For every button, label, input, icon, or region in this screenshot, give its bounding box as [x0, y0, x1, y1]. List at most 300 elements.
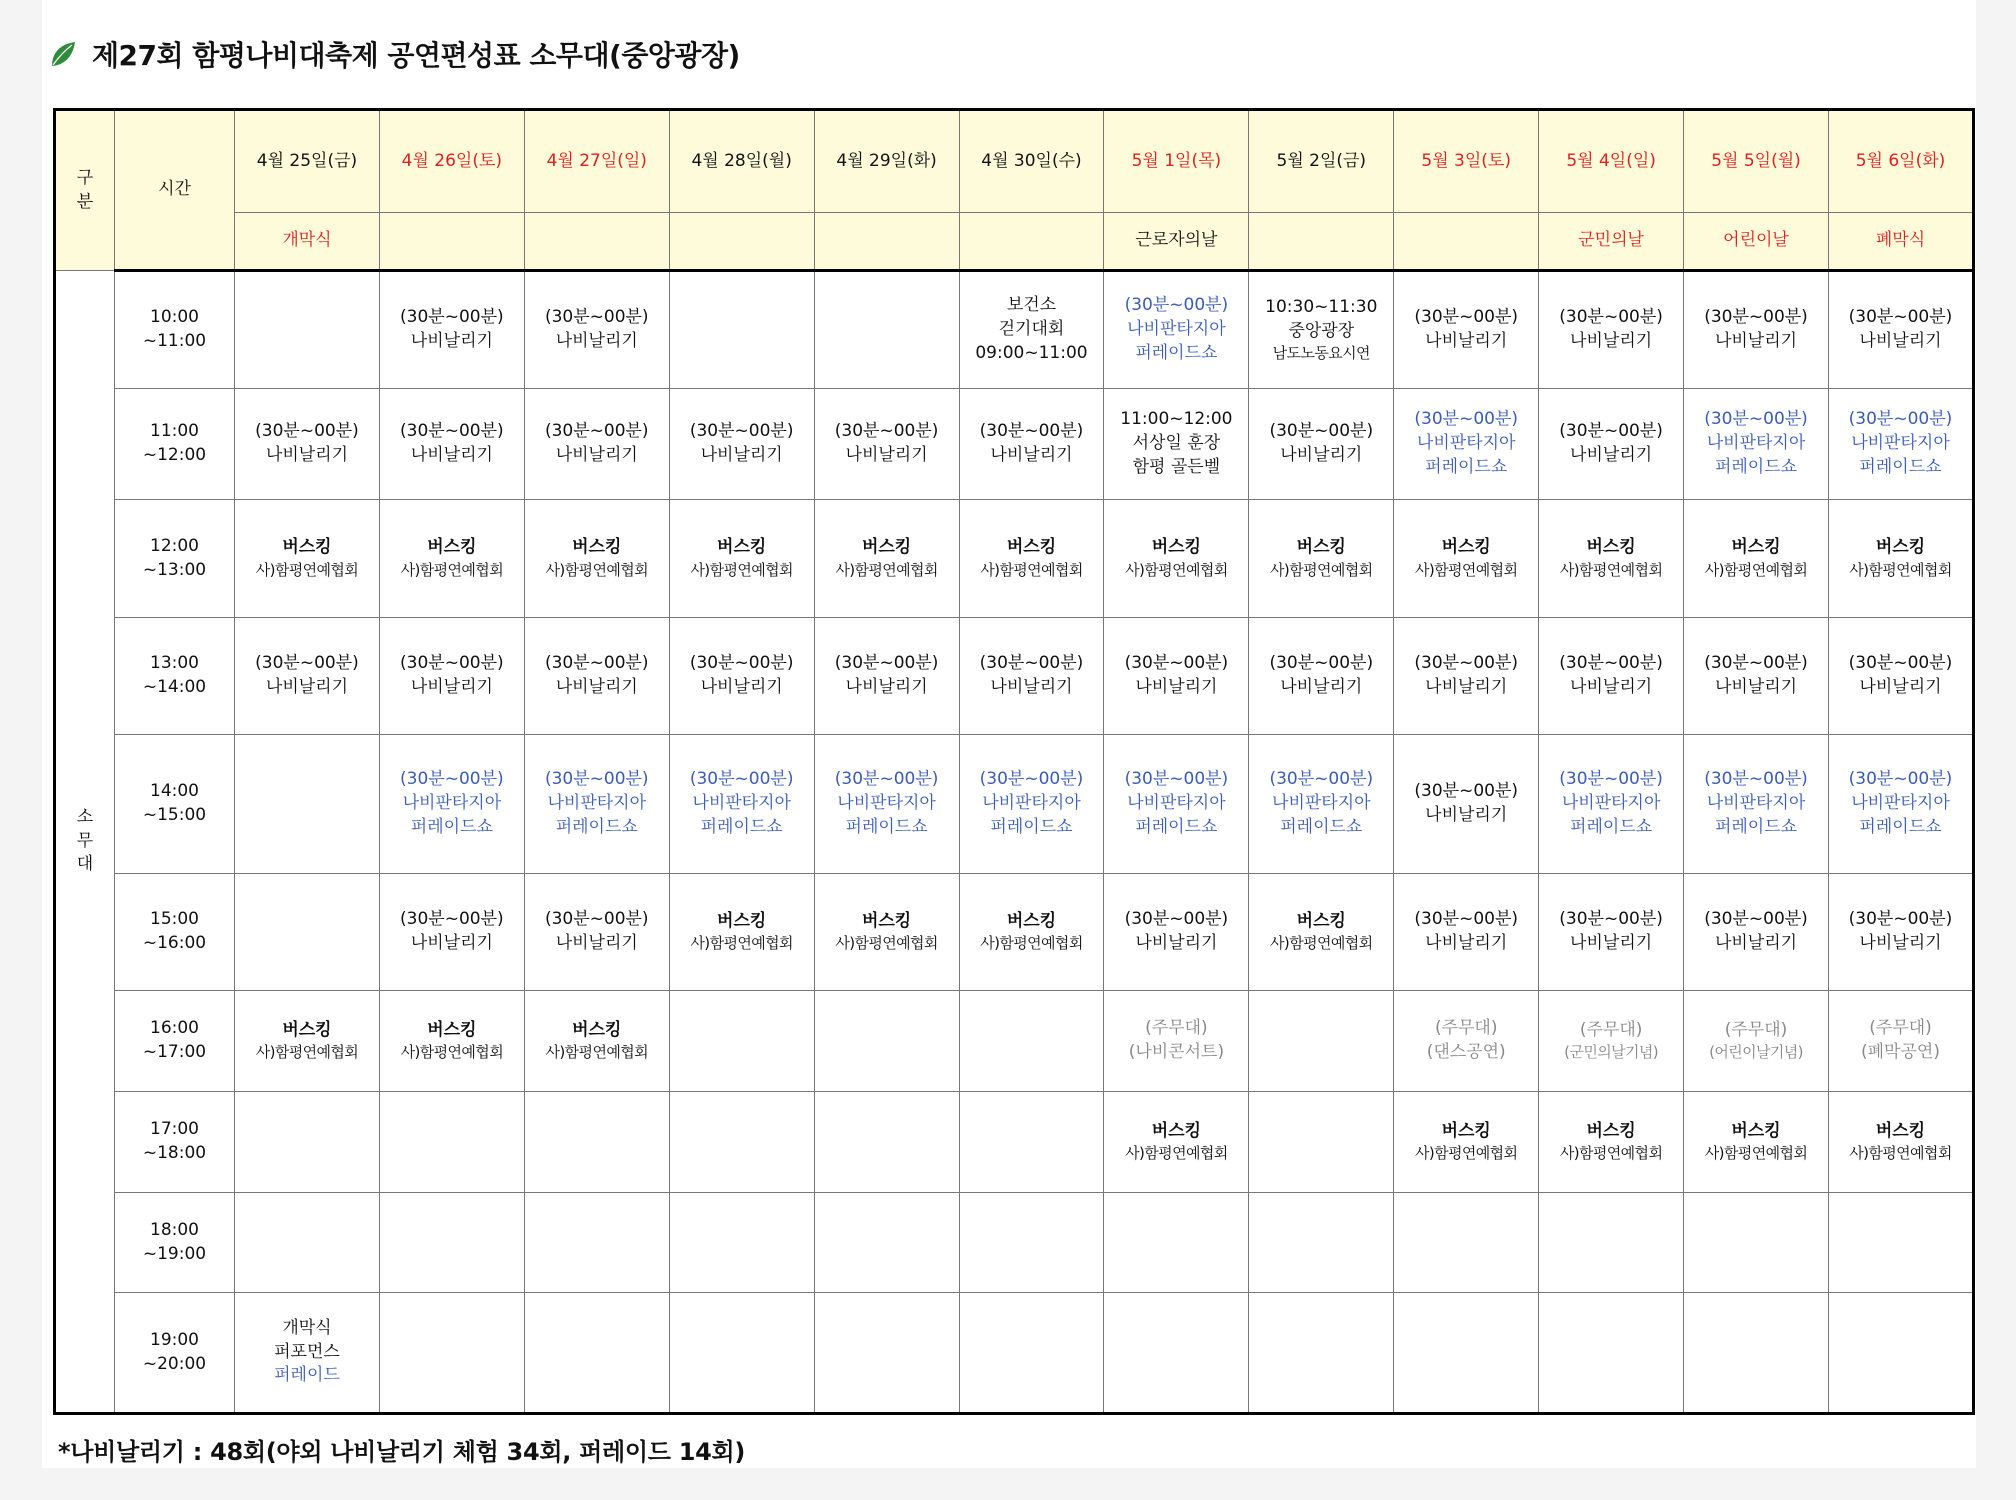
event-cell: [1539, 874, 1684, 991]
event-text: 나비날리기: [1859, 331, 1942, 351]
event-text: 나비판타지아: [547, 793, 647, 814]
event-text: 퍼레이드쇼: [1135, 816, 1218, 837]
event-text: (30분~00분): [544, 769, 649, 790]
event-text: 나비날리기: [990, 445, 1073, 465]
event-text: 사)함평연예협회: [255, 1043, 359, 1062]
event-cell: [1249, 991, 1394, 1092]
event-text: 사)함평연예협회: [400, 1043, 504, 1062]
event-cell: [1104, 389, 1249, 500]
event-cell: [524, 1193, 669, 1293]
event-cell: [1249, 1193, 1394, 1293]
event-text: (30분~00분): [255, 421, 359, 442]
event-text: 사)함평연예협회: [1704, 1144, 1808, 1163]
event-cell: [1104, 618, 1249, 735]
time-text: ~12:00: [142, 445, 207, 465]
event-text: (30분~00분): [689, 769, 794, 790]
event-text: 버스킹: [1006, 537, 1057, 558]
time-slot-row: [55, 1193, 1974, 1293]
time-cell: [115, 500, 235, 618]
event-text: (30분~00분): [544, 909, 649, 930]
day-header: 5월 1일(목): [1104, 110, 1249, 213]
title-row: [48, 32, 740, 76]
event-cell: [379, 271, 524, 389]
event-cell: [669, 271, 814, 389]
event-text: 나비날리기: [1570, 677, 1653, 697]
header-note-row: [55, 213, 1974, 271]
event-cell: [669, 874, 814, 991]
day-note: 근로자의날: [1104, 213, 1249, 271]
event-cell: [1249, 1293, 1394, 1414]
day-note: [1394, 213, 1539, 271]
event-text: 나비판타지아: [1127, 793, 1226, 814]
event-text: (30분~00분): [1414, 409, 1519, 430]
event-text: 나비날리기: [1280, 445, 1363, 465]
event-text: 나비판타지아: [1272, 793, 1371, 814]
event-text: 버스킹: [1875, 1120, 1926, 1141]
time-text: 13:00: [150, 653, 199, 674]
event-text: 퍼레이드쇼: [1714, 456, 1798, 477]
event-cell: [379, 1193, 524, 1293]
day-note: [1249, 213, 1394, 271]
event-text: 서상일 훈장: [1132, 433, 1221, 454]
event-cell: [1394, 271, 1539, 389]
category-label: 구 분: [76, 167, 94, 212]
event-cell: [669, 1092, 814, 1193]
event-text: 걷기대회: [998, 319, 1065, 340]
event-text: 퍼포먼스: [274, 1341, 340, 1362]
event-text: 퍼레이드쇼: [845, 816, 928, 837]
event-cell: [959, 1193, 1104, 1293]
time-slot-row: [55, 389, 1974, 500]
event-cell: [669, 389, 814, 500]
time-text: ~18:00: [142, 1143, 207, 1163]
event-cell: [1394, 500, 1539, 618]
event-text: (주무대): [1434, 1018, 1498, 1039]
day-header: 4월 25일(금): [235, 110, 380, 213]
event-text: 사)함평연예협회: [980, 934, 1083, 953]
event-text: (주무대): [1869, 1018, 1932, 1039]
event-text: 나비날리기: [555, 331, 638, 351]
event-cell: [1104, 500, 1249, 618]
time-text: 12:00: [150, 535, 199, 556]
event-text: 나비날리기: [1425, 805, 1508, 825]
event-cell: [959, 735, 1104, 874]
stage-label-text: 소 무 대: [76, 806, 94, 875]
event-text: 나비날리기: [1570, 331, 1653, 351]
event-cell: [1104, 271, 1249, 389]
event-text: 나비날리기: [1859, 677, 1942, 697]
event-cell: [814, 991, 959, 1092]
event-cell: [235, 271, 380, 389]
event-cell: [959, 500, 1104, 618]
event-cell: [1539, 271, 1684, 389]
event-text: 보건소: [1006, 295, 1057, 316]
time-slot-row: [55, 991, 1974, 1092]
event-text: 나비날리기: [1714, 677, 1798, 697]
event-text: 사)함평연예협회: [1849, 560, 1952, 579]
event-text: (나비콘서트): [1128, 1042, 1225, 1062]
event-text: 버스킹: [1875, 537, 1926, 558]
event-text: 버스킹: [427, 1019, 477, 1040]
event-text: 나비판타지아: [402, 793, 502, 814]
event-cell: [1828, 991, 1973, 1092]
event-text: 퍼레이드쇼: [1280, 816, 1363, 837]
time-text: ~19:00: [142, 1243, 207, 1264]
event-cell: [959, 389, 1104, 500]
day-header: 5월 2일(금): [1249, 110, 1394, 213]
time-cell: [115, 991, 235, 1092]
event-text: 사)함평연예협회: [835, 934, 938, 953]
time-text: 10:00: [150, 307, 199, 328]
event-text: 사)함평연예협회: [1125, 560, 1228, 579]
time-slot-row: [55, 500, 1974, 618]
event-cell: [235, 1092, 380, 1193]
event-text: 퍼레이드쇼: [1714, 816, 1798, 837]
time-text: 19:00: [150, 1329, 199, 1350]
event-text: 퍼레이드쇼: [1135, 342, 1218, 363]
event-cell: [959, 1293, 1104, 1414]
event-text: 나비날리기: [1714, 933, 1798, 953]
event-text: 버스킹: [1296, 910, 1346, 931]
event-text: 나비판타지아: [1561, 793, 1661, 814]
footnote: *나비날리기 : 48회(야외 나비날리기 체험 34회, 퍼레이드 14회): [58, 1438, 746, 1466]
event-text: (30분~00분): [400, 769, 504, 790]
event-cell: [235, 1193, 380, 1293]
event-text: (30분~00분): [979, 421, 1084, 442]
event-cell: [1394, 389, 1539, 500]
event-cell: [1828, 735, 1973, 874]
day-note: 폐막식: [1828, 213, 1973, 271]
event-text: 사)함평연예협회: [980, 560, 1083, 579]
event-cell: [235, 1293, 380, 1414]
time-cell: [115, 618, 235, 735]
event-cell: [814, 874, 959, 991]
event-text: (댄스공연): [1426, 1042, 1506, 1062]
time-text: 14:00: [150, 781, 199, 802]
event-text: 나비날리기: [1135, 677, 1218, 697]
event-cell: [1539, 1193, 1684, 1293]
event-text: 나비판타지아: [837, 793, 936, 814]
event-text: 사)함평연예협회: [690, 560, 793, 579]
event-text: (30분~00분): [1559, 769, 1663, 790]
event-cell: [1684, 874, 1829, 991]
event-text: 버스킹: [427, 537, 477, 558]
event-cell: [1828, 1193, 1973, 1293]
event-cell: [524, 271, 669, 389]
event-cell: [1684, 618, 1829, 735]
event-text: 나비날리기: [410, 677, 493, 697]
time-cell: [115, 271, 235, 389]
schedule-body: [55, 271, 1974, 1414]
event-text: (30분~00분): [1414, 307, 1519, 328]
event-cell: [1684, 500, 1829, 618]
event-text: 사)함평연예협회: [690, 934, 793, 953]
event-cell: [1684, 735, 1829, 874]
time-text: ~13:00: [142, 559, 207, 580]
event-text: 버스킹: [1586, 1120, 1636, 1141]
event-text: (30분~00분): [1269, 769, 1374, 790]
event-cell: [1249, 1092, 1394, 1193]
event-cell: [669, 991, 814, 1092]
event-text: 퍼레이드쇼: [1859, 456, 1942, 477]
event-cell: [1249, 618, 1394, 735]
event-text: (30분~00분): [834, 421, 939, 442]
event-text: (30분~00분): [544, 307, 649, 328]
event-text: 중앙광장: [1288, 320, 1355, 341]
time-slot-row: [55, 618, 1974, 735]
event-cell: [1828, 389, 1973, 500]
event-cell: [669, 1293, 814, 1414]
time-text: ~11:00: [142, 331, 207, 351]
event-text: 버스킹: [861, 537, 912, 558]
event-cell: [1249, 874, 1394, 991]
event-text: 버스킹: [1151, 537, 1202, 558]
event-cell: [1828, 1092, 1973, 1193]
event-cell: [1394, 1092, 1539, 1193]
event-text: 버스킹: [1151, 1120, 1202, 1141]
event-text: (30분~00분): [1848, 769, 1953, 790]
event-cell: [1684, 1193, 1829, 1293]
time-header: 시간: [115, 110, 235, 271]
event-text: (30분~00분): [1848, 409, 1953, 430]
event-cell: [1104, 1293, 1249, 1414]
event-cell: [379, 1293, 524, 1414]
event-text: (30분~00분): [544, 421, 649, 442]
day-note: [669, 213, 814, 271]
category-header: [55, 110, 115, 271]
event-text: (30분~00분): [1848, 653, 1953, 674]
event-cell: [1828, 500, 1973, 618]
event-cell: [814, 1092, 959, 1193]
time-text: 11:00: [150, 421, 199, 442]
event-text: 함평 골든벨: [1132, 456, 1221, 477]
event-text: 나비날리기: [845, 677, 928, 697]
event-cell: [1539, 389, 1684, 500]
event-text: (폐막공연): [1861, 1042, 1940, 1062]
event-text: (30분~00분): [400, 653, 504, 674]
event-cell: [959, 618, 1104, 735]
event-text: (30분~00분): [979, 769, 1084, 790]
event-text: 버스킹: [1441, 1120, 1491, 1141]
event-text: 퍼레이드쇼: [410, 816, 493, 837]
event-text: 나비판타지아: [1851, 793, 1950, 814]
event-text: (주무대): [1145, 1018, 1208, 1039]
event-text: (30분~00분): [1124, 909, 1229, 930]
event-cell: [1249, 500, 1394, 618]
event-text: 나비판타지아: [1851, 433, 1950, 454]
day-header: 4월 29일(화): [814, 110, 959, 213]
event-text: 사)함평연예협회: [1704, 560, 1808, 579]
event-text: 나비날리기: [1425, 677, 1508, 697]
event-cell: [1104, 991, 1249, 1092]
event-text: 사)함평연예협회: [400, 560, 504, 579]
event-text: 버스킹: [717, 910, 767, 931]
event-cell: [1539, 500, 1684, 618]
time-cell: [115, 1293, 235, 1414]
time-cell: [115, 1092, 235, 1193]
day-note: 어린이날: [1684, 213, 1829, 271]
event-cell: [1684, 1092, 1829, 1193]
event-cell: [1394, 874, 1539, 991]
event-text: 버스킹: [282, 1019, 332, 1040]
day-note: 개막식: [235, 213, 380, 271]
event-text: 사)함평연예협회: [545, 560, 648, 579]
event-cell: [814, 500, 959, 618]
event-text: (30분~00분): [1124, 295, 1229, 316]
event-text: (30분~00분): [1269, 421, 1374, 442]
event-text: (30분~00분): [544, 653, 649, 674]
event-text: 나비날리기: [1570, 933, 1653, 953]
event-cell: [1539, 618, 1684, 735]
event-text: 나비판타지아: [1416, 433, 1516, 454]
event-text: 버스킹: [1441, 537, 1491, 558]
event-cell: [1539, 1293, 1684, 1414]
event-cell: [1684, 1293, 1829, 1414]
event-cell: [959, 1092, 1104, 1193]
event-text: 나비날리기: [1859, 933, 1942, 953]
event-cell: [814, 389, 959, 500]
event-text: 나비날리기: [700, 445, 783, 465]
time-slot-row: [55, 1092, 1974, 1193]
time-text: ~15:00: [142, 805, 207, 825]
event-text: 퍼레이드쇼: [1570, 816, 1653, 837]
event-text: 남도노동요시연: [1272, 344, 1370, 363]
day-header: 5월 6일(화): [1828, 110, 1973, 213]
time-cell: [115, 389, 235, 500]
event-text: 나비날리기: [1570, 445, 1653, 465]
event-text: 사)함평연예협회: [1559, 1144, 1663, 1163]
event-cell: [1104, 735, 1249, 874]
event-text: 나비날리기: [845, 445, 928, 465]
event-cell: [524, 991, 669, 1092]
event-text: 퍼레이드쇼: [1425, 456, 1508, 477]
event-text: 사)함평연예협회: [835, 560, 938, 579]
event-text: 09:00~11:00: [975, 342, 1088, 363]
event-text: 나비날리기: [1280, 677, 1363, 697]
event-cell: [1539, 1092, 1684, 1193]
event-text: (30분~00분): [1704, 409, 1808, 430]
event-cell: [235, 991, 380, 1092]
event-cell: [379, 1092, 524, 1193]
event-cell: [235, 500, 380, 618]
event-text: 개막식: [282, 1317, 332, 1338]
day-header: 4월 26일(토): [379, 110, 524, 213]
event-text: (30분~00분): [689, 421, 794, 442]
event-text: 사)함평연예협회: [1414, 560, 1518, 579]
event-text: (30분~00분): [1848, 909, 1953, 930]
event-text: 나비날리기: [555, 933, 638, 953]
event-cell: [959, 271, 1104, 389]
event-cell: [1684, 271, 1829, 389]
day-header: 5월 4일(일): [1539, 110, 1684, 213]
event-text: (30분~00분): [1559, 421, 1663, 442]
event-text: 사)함평연예협회: [1270, 560, 1373, 579]
event-text: 나비날리기: [265, 677, 349, 697]
event-text: (어린이날기념): [1709, 1043, 1803, 1062]
day-header: 5월 5일(월): [1684, 110, 1829, 213]
event-text: 사)함평연예협회: [1125, 1144, 1228, 1163]
event-cell: [524, 1293, 669, 1414]
time-slot-row: [55, 1293, 1974, 1414]
event-cell: [669, 1193, 814, 1293]
event-text: 버스킹: [717, 537, 767, 558]
event-text: 나비날리기: [700, 677, 783, 697]
event-cell: [524, 618, 669, 735]
event-cell: [669, 735, 814, 874]
event-text: (30분~00분): [255, 653, 359, 674]
event-text: 나비판타지아: [982, 793, 1081, 814]
event-text: (30분~00분): [1124, 653, 1229, 674]
event-text: (30분~00분): [834, 653, 939, 674]
event-text: 퍼레이드: [274, 1365, 340, 1386]
event-cell: [379, 389, 524, 500]
day-note: [524, 213, 669, 271]
event-cell: [959, 991, 1104, 1092]
event-text: (30분~00분): [979, 653, 1084, 674]
leaf-icon: [48, 39, 78, 69]
event-text: (군민의날기념): [1564, 1043, 1659, 1062]
event-cell: [1394, 1293, 1539, 1414]
event-text: 사)함평연예협회: [1849, 1144, 1952, 1163]
event-text: 퍼레이드쇼: [700, 816, 783, 837]
event-cell: [1104, 874, 1249, 991]
event-text: (30분~00분): [834, 769, 939, 790]
event-cell: [379, 500, 524, 618]
day-note: [379, 213, 524, 271]
event-text: (30분~00분): [1704, 653, 1808, 674]
time-slot-row: [55, 874, 1974, 991]
event-cell: [1539, 991, 1684, 1092]
event-cell: [814, 735, 959, 874]
schedule-table: [53, 108, 1975, 1415]
event-cell: [1104, 1193, 1249, 1293]
event-text: 퍼레이드쇼: [1859, 816, 1942, 837]
time-slot-row: [55, 735, 1974, 874]
event-text: (30분~00분): [1414, 909, 1519, 930]
event-cell: [379, 874, 524, 991]
event-cell: [1828, 271, 1973, 389]
event-text: 버스킹: [572, 537, 622, 558]
time-text: ~14:00: [142, 677, 207, 697]
event-cell: [379, 618, 524, 735]
time-text: ~16:00: [142, 933, 207, 953]
event-text: (30분~00분): [1559, 307, 1663, 328]
event-text: 나비판타지아: [692, 793, 791, 814]
event-text: 버스킹: [1731, 537, 1781, 558]
event-cell: [1394, 618, 1539, 735]
event-text: 사)함평연예협회: [545, 1043, 648, 1062]
event-cell: [524, 1092, 669, 1193]
event-cell: [1828, 1293, 1973, 1414]
event-cell: [669, 618, 814, 735]
event-text: (30분~00분): [689, 653, 794, 674]
event-text: (30분~00분): [400, 421, 504, 442]
event-cell: [1394, 735, 1539, 874]
event-cell: [524, 735, 669, 874]
event-text: 나비날리기: [555, 677, 638, 697]
event-text: 나비날리기: [410, 933, 493, 953]
event-cell: [1249, 389, 1394, 500]
event-text: (30분~00분): [1414, 781, 1519, 802]
event-cell: [814, 1293, 959, 1414]
event-text: 버스킹: [282, 537, 332, 558]
time-text: ~17:00: [142, 1042, 207, 1062]
event-text: 나비날리기: [1425, 331, 1508, 351]
day-header: 4월 28일(월): [669, 110, 814, 213]
day-header: 4월 27일(일): [524, 110, 669, 213]
event-cell: [1249, 271, 1394, 389]
event-cell: [814, 1193, 959, 1293]
